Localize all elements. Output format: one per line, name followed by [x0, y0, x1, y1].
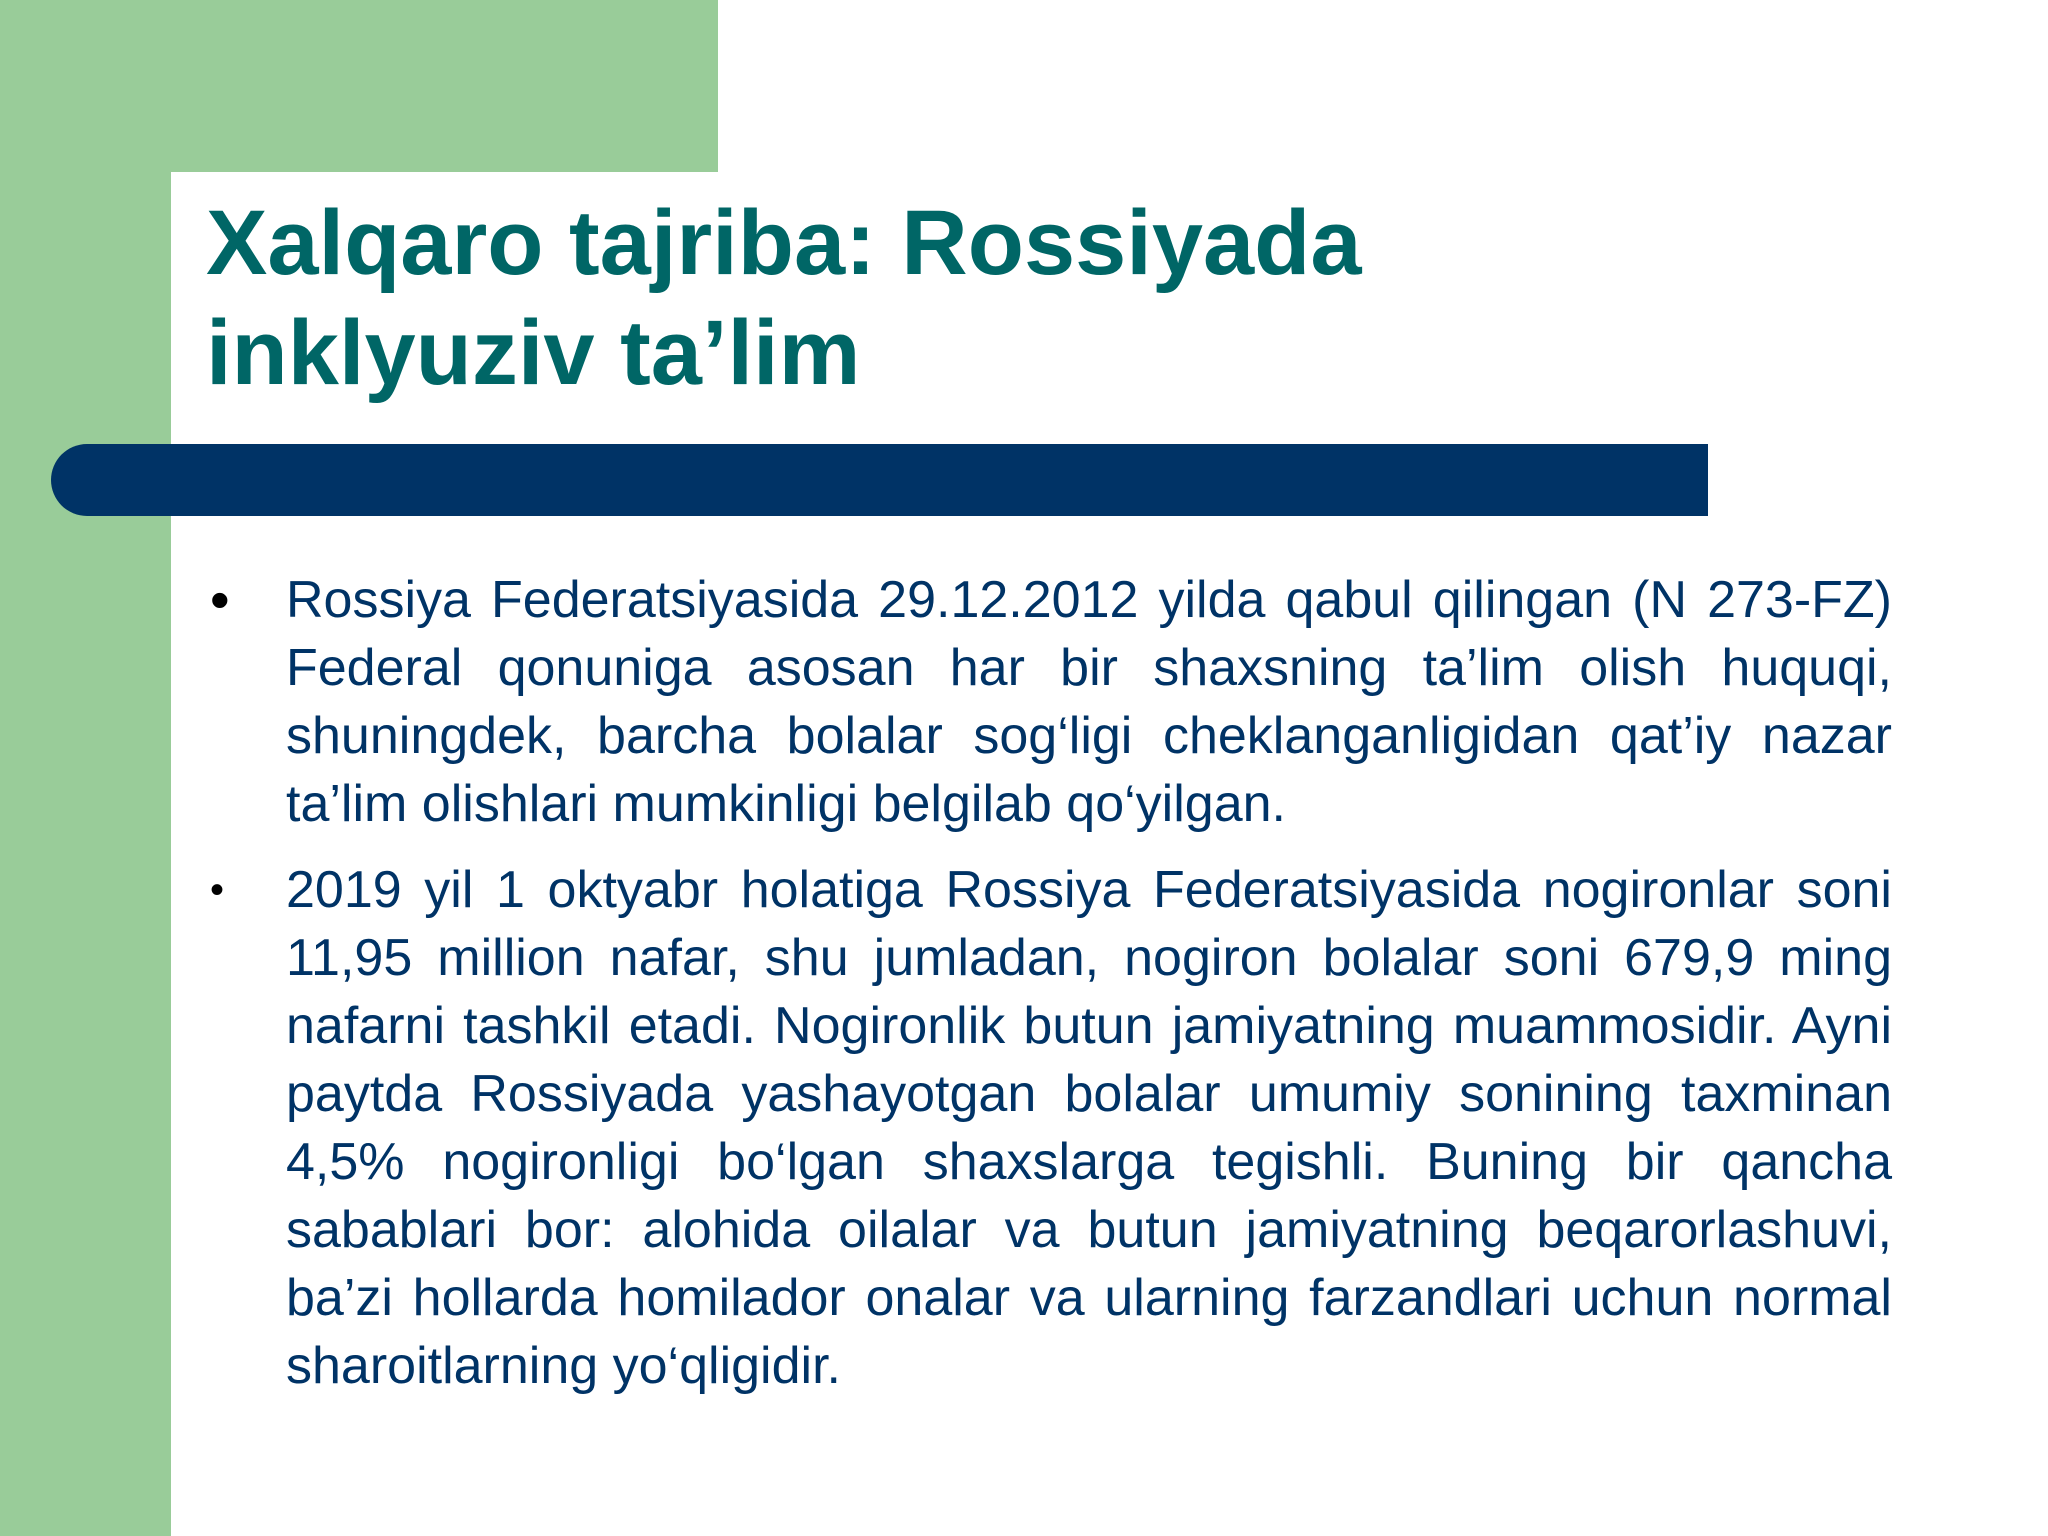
green-top-block	[0, 0, 718, 172]
bullet-marker: •	[210, 868, 225, 912]
title-divider-bar	[51, 444, 1708, 516]
slide-title	[206, 188, 1706, 408]
slide-title-line-1: Xalqaro tajriba: Rossiyada	[206, 192, 1362, 294]
bullet-list	[206, 566, 1892, 1418]
bullet-item-1	[206, 566, 1892, 838]
bullet-marker: •	[210, 568, 230, 631]
bullet-text: 2019 yil 1 oktyabr holatiga Rossiya Federatsiyasida nogironlar soni 11,95 million nafar, shu jumladan, nogiron bolalar soni 679,9 ming nafarni tashkil etadi. Nogironlik butun jamiyatning muammosidir. Ayni paytda Rossiyada yashayotgan bolalar umumiy sonining taxminan 4,5% nogironligi bo‘lgan shaxslarga tegishli. Buning bir qancha sabablari bor: alohida oilalar va butun jamiyatning beqarorlashuvi, ba’zi hollarda homilador onalar va ularning farzandlari uchun normal sharoitlarning yo‘qligidir.	[286, 861, 1892, 1395]
bullet-item-2	[206, 856, 1892, 1400]
green-side-bar	[0, 0, 171, 1536]
bullet-text: Rossiya Federatsiyasida 29.12.2012 yilda qabul qilingan (N 273-FZ) Federal qonuniga asosan har bir shaxsning ta’lim olish huquqi, shuningdek, barcha bolalar sog‘ligi cheklanganligidan qat’iy nazar ta’lim olishlari mumkinligi belgilab qo‘yilgan.	[286, 571, 1892, 833]
slide-title-line-2: inklyuziv ta’lim	[206, 302, 861, 404]
